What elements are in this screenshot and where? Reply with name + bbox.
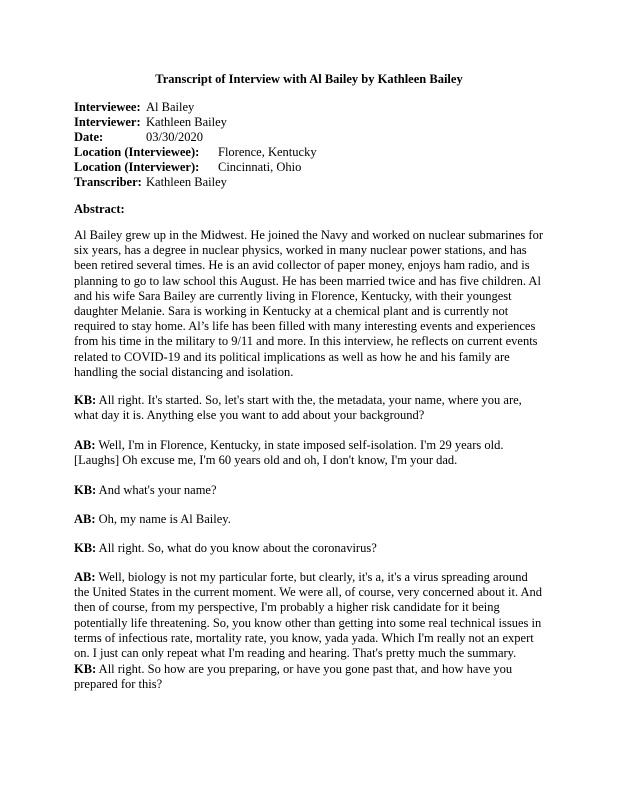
transcript-entry [74, 438, 546, 468]
meta-value: Florence, Kentucky [218, 145, 317, 159]
speaker-label: KB: [74, 541, 97, 555]
meta-label: Date: [74, 130, 104, 144]
transcript-entry [74, 393, 546, 423]
transcript-entry [74, 570, 546, 661]
meta-interviewee [74, 100, 195, 115]
abstract-heading: Abstract: [74, 202, 125, 216]
meta-label: Location (Interviewee): [74, 145, 200, 159]
speaker-label: KB: [74, 483, 97, 497]
speaker-text: Well, biology is not my particular forte, but clearly, it's a, it's a virus spreading around the United States in the current moment. We were all, of course, very concerned about it. And then of course, from my perspective, I'm probably a higher risk candidate for it being potentially life threatening. So, you know other than getting into some real technical issues in terms of infectious rate, mortality rate, you know, yada yada. Which I'm really not an expert on. I just can only repeat what I'm reading and hearing. That's pretty much the summary. [74, 570, 543, 661]
meta-label: Location (Interviewer): [74, 160, 200, 174]
speaker-text: All right. So, what do you know about the coronavirus? [96, 541, 377, 555]
meta-transcriber [74, 175, 227, 190]
transcript-entry [74, 483, 546, 498]
meta-value: Al Bailey [146, 100, 195, 114]
meta-label: Interviewee: [74, 100, 141, 114]
speaker-label: KB: [74, 393, 97, 407]
meta-value: Kathleen Bailey [146, 115, 227, 129]
meta-label: Transcriber: [74, 175, 142, 189]
speaker-text: All right. It's started. So, let's start with the, the metadata, your name, where you are, what day it is. Anything else you want to add about your background? [74, 393, 522, 423]
abstract-text: Al Bailey grew up in the Midwest. He joined the Navy and worked on nuclear submarines for six years, has a degree in nuclear physics, worked in many nuclear power stations, and has been retired several times. He is an avid collector of paper money, enjoys ham radio, and is planning to go to law school this August. He has been married twice and has five children. Al and his wife Sara Bailey are currently living in Florence, Kentucky, with their youngest daughter Melanie. Sara is working in Kentucky at a chemical plant and is currently not required to stay home. Al’s life has been filled with many interesting events and experiences from his time in the military to 9/11 and more. In this interview, he reflects on current events related to COVID-19 and its political implications as well as how he and his family are handling the social distancing and isolation. [74, 228, 543, 379]
meta-interviewer [74, 115, 227, 130]
meta-location-interviewer [74, 160, 302, 175]
speaker-text: All right. So how are you preparing, or have you gone past that, and how have you prepared for this? [74, 662, 513, 692]
meta-value: Kathleen Bailey [146, 175, 227, 189]
meta-location-interviewee [74, 145, 317, 160]
document-title: Transcript of Interview with Al Bailey by Kathleen Bailey [155, 72, 463, 86]
speaker-label: AB: [74, 438, 96, 452]
speaker-label: KB: [74, 662, 97, 676]
transcript-entry [74, 512, 546, 527]
meta-label: Interviewer: [74, 115, 141, 129]
speaker-text: Well, I'm in Florence, Kentucky, in state imposed self-isolation. I'm 29 years old. [Laughs] Oh excuse me, I'm 60 years old and oh, I don't know, I'm your dad. [74, 438, 504, 468]
meta-date [74, 130, 203, 145]
speaker-text: Oh, my name is Al Bailey. [95, 512, 231, 526]
transcript-entry [74, 662, 546, 692]
meta-value: Cincinnati, Ohio [218, 160, 302, 174]
meta-value: 03/30/2020 [146, 130, 203, 144]
transcript-entry [74, 541, 546, 556]
speaker-label: AB: [74, 570, 96, 584]
speaker-label: AB: [74, 512, 96, 526]
speaker-text: And what's your name? [96, 483, 217, 497]
